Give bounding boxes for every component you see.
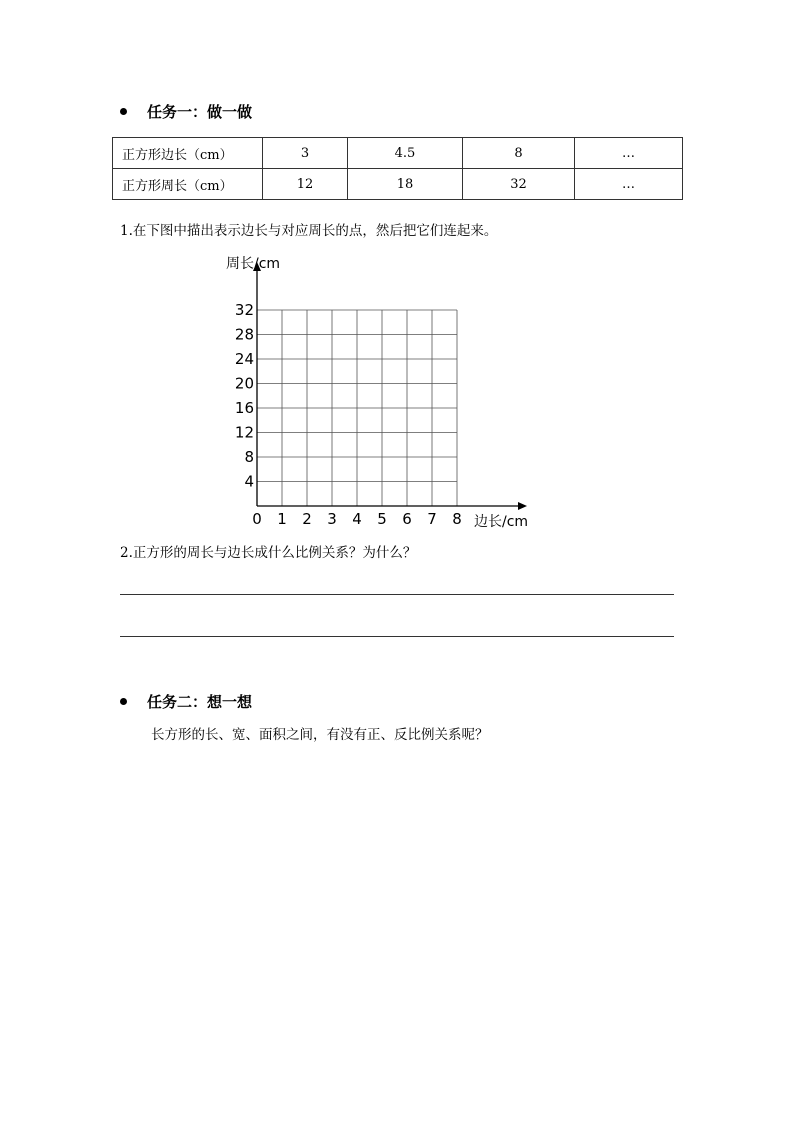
table-row: [113, 138, 683, 169]
task2-heading: [120, 691, 252, 712]
task1-heading: [120, 101, 252, 122]
y-tick-label: 16: [234, 399, 254, 417]
y-tick-label: 12: [234, 423, 254, 442]
table-cell: 4.5: [348, 138, 463, 169]
table-cell: 32: [463, 169, 575, 200]
coordinate-grid-chart[interactable]: [0, 245, 793, 545]
answer-line-2[interactable]: [120, 636, 674, 637]
x-tick-label: 4: [352, 510, 362, 528]
x-tick-label: 6: [402, 510, 412, 528]
bullet-icon: [120, 698, 127, 705]
table-cell: …: [575, 169, 683, 200]
x-axis-label: 边长/cm: [474, 514, 529, 530]
table-cell: 12: [263, 169, 348, 200]
x-tick-label: 7: [427, 510, 437, 528]
tick-labels: [235, 301, 462, 528]
origin-label: 0: [252, 510, 262, 528]
table-cell: …: [575, 138, 683, 169]
x-tick-label: 2: [302, 510, 312, 528]
y-tick-label: 20: [234, 374, 254, 393]
table-row: [113, 169, 683, 200]
x-axis-arrow-icon: [518, 502, 527, 510]
y-tick-label: 24: [234, 350, 254, 368]
task2-heading-text: 任务二：想一想: [147, 693, 253, 711]
y-tick-label: 28: [234, 325, 254, 344]
question-2: 2.正方形的周长与边长成什么比例关系？为什么？: [120, 545, 417, 561]
bullet-icon: [120, 108, 127, 115]
row-label: 正方形边长（cm）: [113, 138, 263, 169]
x-tick-label: 1: [277, 510, 287, 528]
y-axis-label: 周长/cm: [226, 256, 281, 272]
table-cell: 8: [463, 138, 575, 169]
grid-lines: [257, 310, 457, 506]
axes: [253, 262, 527, 510]
answer-line-1[interactable]: [120, 594, 674, 595]
x-tick-label: 5: [377, 510, 387, 528]
row-label: 正方形周长（cm）: [113, 169, 263, 200]
task1-heading-text: 任务一：做一做: [147, 103, 253, 121]
question-1: 1.在下图中描出表示边长与对应周长的点，然后把它们连起来。: [120, 223, 498, 239]
task2-question: 长方形的长、宽、面积之间，有没有正、反比例关系呢？: [151, 727, 489, 743]
x-tick-label: 3: [327, 510, 337, 528]
y-tick-label: 8: [244, 448, 254, 466]
y-tick-label: 32: [234, 301, 254, 319]
table-cell: 3: [263, 138, 348, 169]
x-tick-label: 8: [452, 510, 462, 528]
table-cell: 18: [348, 169, 463, 200]
side-perimeter-table: [112, 137, 683, 200]
y-tick-label: 4: [244, 472, 254, 491]
